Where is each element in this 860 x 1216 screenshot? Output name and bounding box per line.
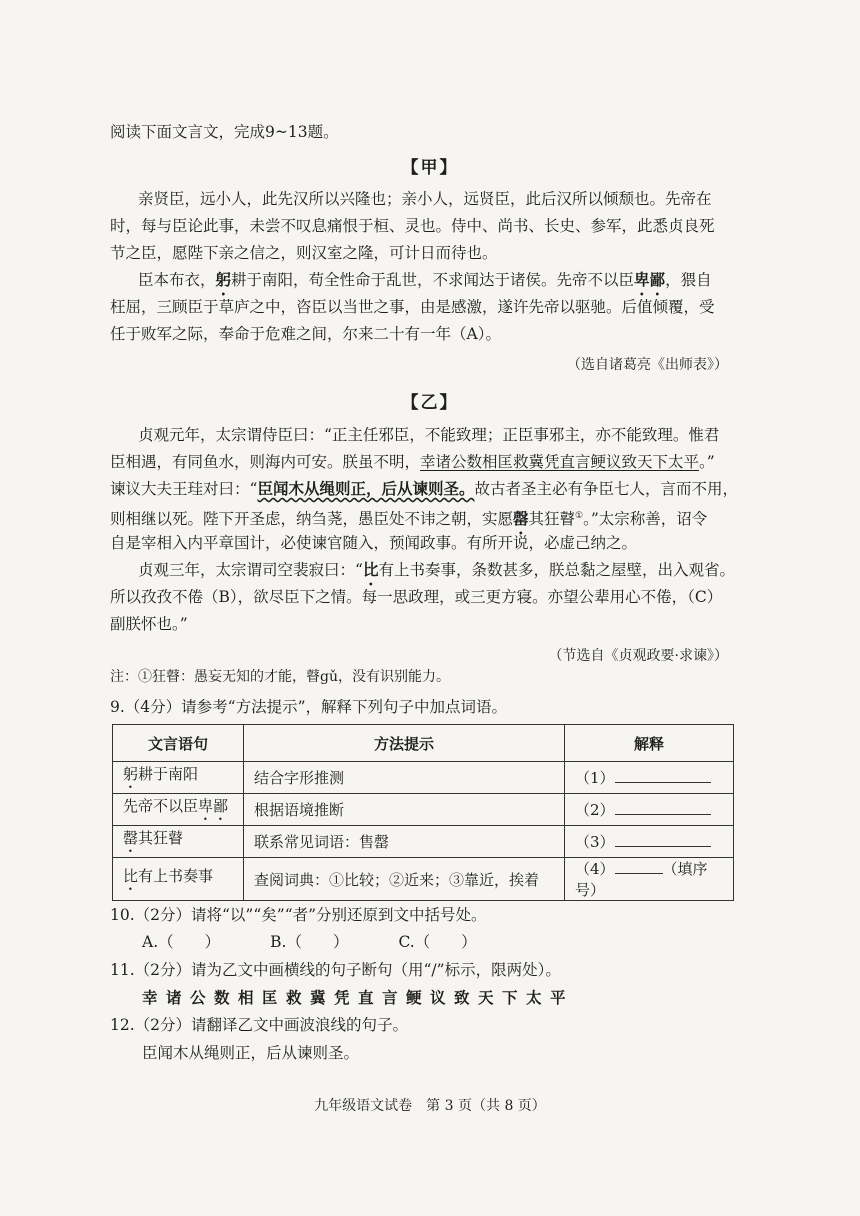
header-answer: 解释 [565, 725, 734, 762]
q9-stem: 9.（4分）请参考“方法提示”，解释下列句子中加点词语。 [110, 698, 508, 716]
dotted-word: 躬 [215, 270, 232, 289]
answer-cell[interactable]: （1） [565, 762, 734, 794]
yi-p2-line-1: 贞观三年，太宗谓司空裴寂曰：“比有上书奏事，条数甚多，朕总黏之屋壁，出入观省。 [138, 560, 735, 579]
q12-stem: 12.（2分）请翻译乙文中画波浪线的句子。 [110, 1016, 409, 1034]
jia-p2-line-1: 臣本布衣，躬耕于南阳，苟全性命于乱世，不求闻达于诸侯。先帝不以臣卑鄙，猥自 [138, 270, 712, 289]
dotted-word: 比 [362, 560, 379, 579]
q12-sentence: 臣闻木从绳则正，后从谏则圣。 [142, 1044, 360, 1062]
answer-cell[interactable]: （2） [565, 794, 734, 826]
underlined-sentence: 幸诸公数相匡救冀凭直言鲠议致天下太平 [420, 453, 700, 471]
yi-line-4: 则相继以死。陛下开圣虑，纳刍荛，愚臣处不讳之朝，实愿罄其狂瞽①。”太宗称善，诏令 [110, 509, 708, 529]
q9-table [112, 724, 734, 901]
hint-cell: 结合字形推测 [244, 762, 565, 794]
jia-line-1: 亲贤臣，远小人，此先汉所以兴隆也；亲小人，远贤臣，此后汉所以倾颓也。先帝在 [138, 190, 712, 208]
answer-blank [615, 859, 663, 874]
jia-p2-line-3: 任于败军之际，奉命于危难之间，尔来二十有一年（A）。 [110, 325, 501, 343]
footnote-marker: ① [575, 511, 584, 521]
page-footer: 九年级语文试卷 第 3 页（共 8 页） [314, 1098, 546, 1114]
yi-source: （节选自《贞观政要·求谏》） [548, 648, 728, 664]
q10-option-c[interactable]: C.（ ） [398, 933, 477, 951]
answer-blank [615, 800, 711, 815]
wavy-sentence: 臣闻木从绳则正，后从谏则圣。 [257, 479, 475, 498]
footnote: 注：①狂瞽：愚妄无知的才能，瞽gǔ，没有识别能力。 [110, 669, 450, 685]
hint-cell: 联系常见词语：售罄 [244, 826, 565, 858]
header-sentence: 文言语句 [113, 725, 244, 762]
q10-option-b[interactable]: B.（ ） [270, 933, 349, 951]
yi-line-5: 自是宰相入内平章国计，必使谏官随入，预闻政事。有所开说，必虚己纳之。 [110, 534, 638, 552]
yi-line-2: 臣相遇，有同鱼水，则海内可安。朕虽不明，幸诸公数相匡救冀凭直言鲠议致天下太平。” [110, 453, 715, 471]
q11-stem: 11.（2分）请为乙文中画横线的句子断句（用“/”标示，限两处）。 [110, 961, 561, 979]
yi-line-1: 贞观元年，太宗谓侍臣曰：“正主任邪臣，不能致理；正臣事邪主，亦不能致理。惟君 [138, 426, 720, 444]
table-row [113, 794, 734, 826]
q10-stem: 10.（2分）请将“以”“矣”“者”分别还原到文中括号处。 [110, 906, 487, 924]
table-row [113, 858, 734, 901]
answer-blank [615, 768, 711, 783]
table-row [113, 762, 734, 794]
table-header-row [113, 725, 734, 762]
yi-line-3: 谏议大夫王珪对曰：“臣闻木从绳则正，后从谏则圣。故古者圣主必有争臣七人，言而不用， [110, 479, 738, 498]
q11-sentence[interactable]: 幸诸公数相匡救冀凭直言鲠议致天下太平 [142, 988, 575, 1007]
answer-cell[interactable]: （3） [565, 826, 734, 858]
answer-blank [615, 832, 711, 847]
section-jia-title: 【甲】 [401, 158, 459, 178]
header-hint: 方法提示 [244, 725, 565, 762]
jia-line-3: 节之臣，愿陛下亲之信之，则汉室之隆，可计日而待也。 [110, 244, 498, 262]
jia-source: （选自诸葛亮《出师表》） [567, 357, 728, 373]
hint-cell: 查阅词典：①比较；②近来；③靠近，挨着 [244, 858, 565, 901]
hint-cell: 根据语境推断 [244, 794, 565, 826]
intro-text: 阅读下面文言文，完成9~13题。 [110, 123, 339, 141]
answer-cell[interactable]: （4） （填序号） [565, 858, 734, 901]
dotted-word: 卑鄙 [634, 270, 666, 289]
q10-options [142, 932, 477, 952]
sentence-cell: 比有上书奏事 [113, 858, 244, 901]
sentence-cell: 先帝不以臣卑鄙 [113, 794, 244, 826]
sentence-cell: 罄其狂瞽 [113, 826, 244, 858]
yi-p2-line-2: 所以孜孜不倦（B），欲尽臣下之情。每一思政理，或三更方寝。亦望公辈用心不倦，（C） [110, 588, 723, 606]
table-row [113, 826, 734, 858]
jia-line-2: 时，每与臣论此事，未尝不叹息痛恨于桓、灵也。侍中、尚书、长史、参军，此悉贞良死 [110, 217, 715, 235]
yi-p2-line-3: 副朕怀也。” [110, 615, 188, 633]
section-yi-title: 【乙】 [401, 393, 459, 413]
sentence-cell: 躬耕于南阳 [113, 762, 244, 794]
jia-p2-line-2: 枉屈，三顾臣于草庐之中，咨臣以当世之事，由是感激，遂许先帝以驱驰。后值倾覆，受 [110, 298, 715, 316]
q10-option-a[interactable]: A.（ ） [142, 933, 221, 951]
dotted-word: 罄 [513, 509, 529, 529]
